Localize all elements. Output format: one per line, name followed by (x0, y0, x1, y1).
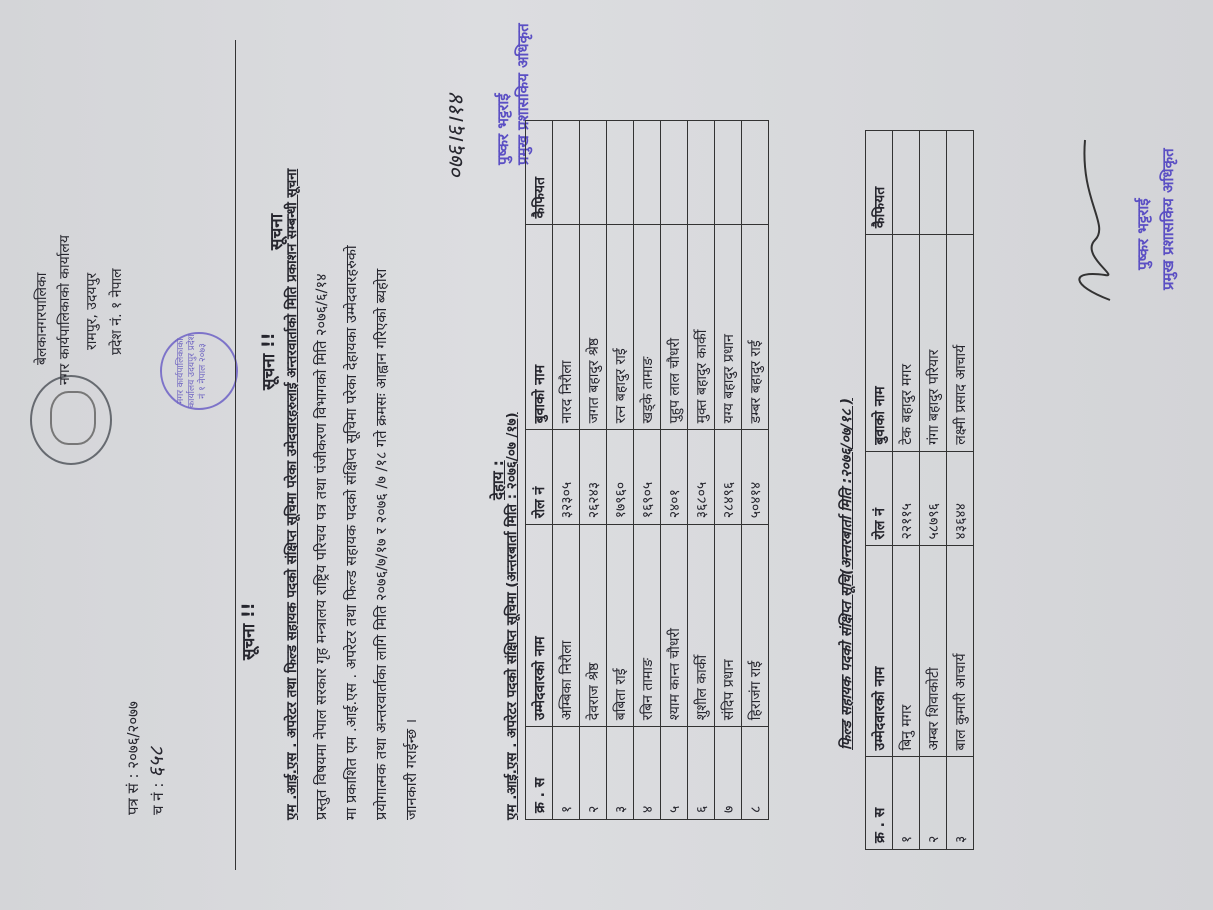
table1-header-row (526, 121, 553, 820)
table-cell (553, 121, 580, 225)
table2-header-name: उम्मेदवारको नाम (866, 546, 893, 757)
table-row (607, 121, 634, 820)
table-cell: देवराज श्रेष्ठ (580, 525, 607, 727)
table-cell: २४०१ (661, 430, 688, 525)
table-cell: २६२४३ (580, 430, 607, 525)
notice-heading-left: सूचना !! (239, 602, 259, 660)
table-row (553, 121, 580, 820)
table-cell: ८ (742, 727, 769, 820)
table-cell: शुशील कार्की (688, 525, 715, 727)
table1-header-remarks: कैफियत (526, 121, 553, 225)
table-cell: खड्के तामाङ (634, 225, 661, 430)
table-cell: ३ (947, 757, 974, 850)
org-line-1: बेलकानगरपालिका (34, 272, 50, 365)
table-cell (893, 131, 920, 235)
table-cell: १ (893, 757, 920, 850)
table-row (715, 121, 742, 820)
table1-header-father: बुवाको नाम (526, 225, 553, 430)
table-cell: डम्बर बहादुर राई (742, 225, 769, 430)
signer-name: पुष्कर भट्टराई (494, 93, 512, 165)
notice-heading-center: सूचना !! (259, 332, 279, 390)
table1-shortlist-mis-operator (525, 120, 769, 820)
table-cell: २८४९६ (715, 430, 742, 525)
notice-body-line-4: जानकारी गराईन्छ । (404, 718, 420, 820)
signature-date: ०७६।६।१४ (444, 94, 469, 180)
table-cell: ४३६४४ (947, 451, 974, 546)
table1-caption: एम .आई.एस . अपरेटर पदको संक्षिप्त सूचिमा (अन्तरबार्ता मिति : २०७६/०७ /१७) (504, 412, 520, 820)
table-row (688, 121, 715, 820)
office-stamp (160, 332, 238, 410)
table-row (947, 131, 974, 850)
org-line-2: नगर कार्यपालिकाको कार्यालय (57, 235, 73, 385)
nepal-emblem-icon (30, 375, 112, 465)
table2-caption: फिल्ड सहायक पदको संक्षिप्त सूचि(अन्तरबार्ता मिति :२०७६/०७/१८ ) (839, 398, 855, 750)
table-cell: ४ (634, 727, 661, 820)
table-cell: संदिप प्रधान (715, 525, 742, 727)
table-cell: ७ (715, 727, 742, 820)
table-cell: लक्ष्मी प्रसाद आचार्य (947, 235, 974, 452)
table2-shortlist-field-assistant (865, 130, 974, 850)
notice-body-line-1: प्रस्तुत विषयमा नेपाल सरकार गृह मन्त्रालय राष्ट्रिय परिचय पत्र तथा पंजीकरण विभागको मिति २०७६/६/१४ (314, 273, 330, 820)
table-cell: ५८७९६ (920, 451, 947, 546)
signature-scribble-icon (1060, 130, 1130, 310)
table-cell (688, 121, 715, 225)
dispatch-number-label (145, 747, 167, 815)
signer-title-2: प्रमुख प्रशासकिय अधिकृत (1159, 148, 1177, 290)
table-cell: रत्न बहादुर राई (607, 225, 634, 430)
table-row (920, 131, 947, 850)
notice-heading-right: सूचना (267, 213, 287, 250)
table-cell: १७९६० (607, 430, 634, 525)
table-cell: ५०४१४ (742, 430, 769, 525)
table-row (893, 131, 920, 850)
notice-body-line-2: मा प्रकाशित एम .आई.एस . अपरेटर तथा फिल्ड सहायक पदको संक्षिप्त सूचिमा परेका देहायका उम्मेदवारहरुको (344, 245, 360, 820)
table-cell: २२११५ (893, 451, 920, 546)
table-cell: २ (580, 727, 607, 820)
dispatch-label: च नं : (149, 782, 167, 815)
table-cell (947, 131, 974, 235)
signer-name-2: पुष्कर भट्टराई (1134, 198, 1152, 270)
table-cell (742, 121, 769, 225)
table-cell: हिराजंग राई (742, 525, 769, 727)
org-line-3: रामपुर, उदयपुर (84, 272, 100, 350)
table-cell: अम्बर शिवाकोटी (920, 546, 947, 757)
table-cell: रबिन तामाङ (634, 525, 661, 727)
table-cell: नारद निरौला (553, 225, 580, 430)
table-row (580, 121, 607, 820)
table-cell: ५ (661, 727, 688, 820)
table-cell: अम्बिका निरौला (553, 525, 580, 727)
table2-header-sn: क्र . स (866, 757, 893, 850)
table-cell: बबिता राई (607, 525, 634, 727)
table-cell: १ (553, 727, 580, 820)
table-cell: टेक बहादुर मगर (893, 235, 920, 452)
signer-title: प्रमुख प्रशासकिय अधिकृत (514, 23, 532, 165)
table-row (634, 121, 661, 820)
table-cell: गंगा बहादुर परियार (920, 235, 947, 452)
notice-body-line-3: प्रयोगात्मक तथा अन्तरवार्ताका लागि मिति २०७६/७/१७ र २०७६ /७ /१८ गते क्रमसः आह्वान गरिएको ब्यहोरा (374, 268, 390, 820)
table-cell: ३६८०५ (688, 430, 715, 525)
table-cell: यग्य बहादुर प्रधान (715, 225, 742, 430)
table-cell: पुहुप लाल चौधरी (661, 225, 688, 430)
stamp-text: नगर कार्यपालिकाको कार्यालय उदयपुर प्रदेश नं १ नेपाल २०७३ (176, 334, 208, 408)
table-cell (920, 131, 947, 235)
table-cell: मुक्त बहादुर कार्की (688, 225, 715, 430)
header-divider (235, 40, 236, 870)
table-cell: २ (920, 757, 947, 850)
table-cell (580, 121, 607, 225)
table2-header-roll: रोल नं (866, 451, 893, 546)
table-cell: बाल कुमारी आचार्य (947, 546, 974, 757)
dispatch-number: ६५८ (144, 746, 168, 778)
table2-header-row (866, 131, 893, 850)
dehay-label: देहाय : (489, 460, 507, 500)
table1-header-roll: रोल नं (526, 430, 553, 525)
reference-number: पत्र सं : २०७६/२०७७ (124, 701, 142, 815)
table1-header-sn: क्र . स (526, 727, 553, 820)
table-cell (607, 121, 634, 225)
table-cell: ३ (607, 727, 634, 820)
table-row (742, 121, 769, 820)
table-cell: जगत बहादुर श्रेष्ठ (580, 225, 607, 430)
table-cell: श्याम कान्त चौधरी (661, 525, 688, 727)
table-cell: ६ (688, 727, 715, 820)
table-cell (634, 121, 661, 225)
table-cell: ३२३०५ (553, 430, 580, 525)
table-row (661, 121, 688, 820)
table-cell: बिनु मगर (893, 546, 920, 757)
table-cell (715, 121, 742, 225)
notice-subject: एम .आई.एस . अपरेटर तथा फिल्ड सहायक पदको संक्षिप्त सूचिमा परेका उमेदवारहरुलाई अन्तरवार्ताको मिति प्रकाशन सम्बन्धी सूचना (284, 168, 300, 820)
org-line-4: प्रदेश नं. १ नेपाल (109, 268, 125, 355)
table-cell: १६९०५ (634, 430, 661, 525)
table1-header-name: उम्मेदवारको नाम (526, 525, 553, 727)
table-cell (661, 121, 688, 225)
table2-header-father: बुवाको नाम (866, 235, 893, 452)
table2-header-remarks: कैफियत (866, 131, 893, 235)
